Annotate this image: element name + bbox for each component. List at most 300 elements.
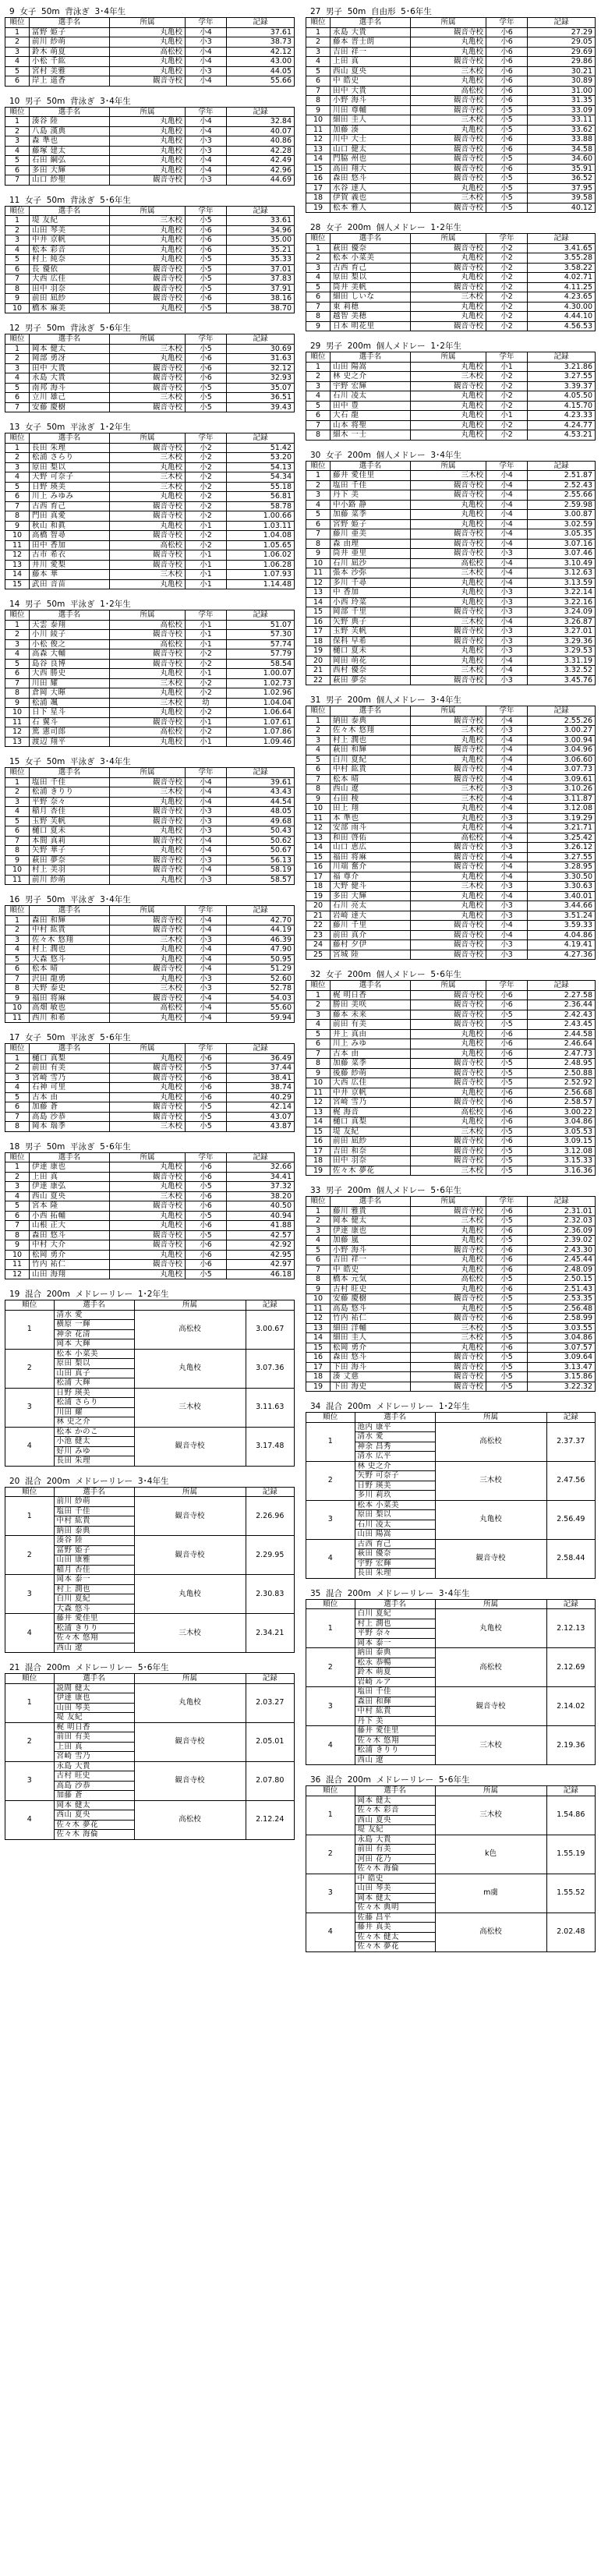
team-cell: 観音寺校 [110,807,186,817]
team-cell: 観音寺校 [110,1201,186,1212]
grade-cell: 小4 [486,774,528,784]
rank-cell: 4 [306,273,331,283]
rank-cell: 12 [306,578,331,588]
record-cell: 2.48.09 [528,1265,596,1275]
swimmer-name: 藤川 亜美 [331,529,411,540]
swimmer-name: 沢田 龍勇 [30,974,110,984]
record-cell: 3.02.59 [528,519,596,529]
swimmer-name: 宮村 美雅 [30,66,110,76]
record-cell: 29.86 [528,57,596,67]
record-cell: 29.69 [528,47,596,57]
rank-cell: 4 [5,1191,30,1201]
rank-cell: 17 [306,1146,331,1156]
team-cell: 観音寺校 [411,480,486,490]
team-cell: 観音寺校 [110,511,186,522]
record-cell: 4.04.86 [528,930,596,940]
grade-cell: 小5 [186,1112,227,1122]
grade-cell: 小6 [486,1029,528,1039]
swimmer-name: 湊 丈慈 [331,1372,411,1382]
record-cell: 33.09 [528,105,596,115]
swimmer-name: 細田 圭人 [331,115,411,126]
event-title: 16 男子 50m 平泳ぎ 3･4年生 [9,895,131,904]
grade-cell: 小4 [186,797,227,807]
rank-cell: 10 [306,804,331,814]
grade-cell: 小6 [486,47,528,57]
grade-cell: 小4 [186,865,227,876]
rank-cell: 13 [5,737,30,747]
team-cell: 観音寺校 [134,1497,246,1536]
grade-cell: 小5 [186,1182,227,1192]
swimmer-name: 藤川 雅貴 [331,1206,411,1216]
team-cell: 観音寺校 [411,852,486,862]
table-row [5,1427,295,1437]
grade-cell: 小2 [186,443,227,453]
swimmer-name: 藤本 未来 [331,1010,411,1020]
column-header: 順位 [5,334,30,345]
record-cell: 44.05 [227,66,295,76]
swimmer-name: 加藤 嵐 [331,1236,411,1246]
column-header: 順位 [5,610,30,621]
team-cell: 丸亀校 [411,813,486,823]
team-cell: 観音寺校 [411,144,486,154]
record-cell: 54.13 [227,462,295,472]
record-cell: 40.07 [227,126,295,136]
swimmer-name: 中村 紘貴 [30,925,110,936]
swimmer-name: 石川 亮太 [331,901,411,911]
team-cell: 観音寺校 [134,1761,246,1800]
record-cell: 42.97 [227,1260,295,1270]
record-cell: 40.12 [528,203,596,213]
swimmer-name: 前田 有美 [30,1063,110,1074]
grade-cell: 小6 [486,1107,528,1117]
rank-cell: 10 [5,708,30,718]
record-cell: 33.61 [227,216,295,226]
swimmer-name: 村上 潤也 [355,1619,435,1629]
table-row [5,1388,295,1398]
grade-cell: 小3 [486,882,528,892]
swimmer-name: 藤村 夕伊 [331,940,411,950]
record-cell: 2.32.03 [528,1216,596,1226]
swimmer-name: 秋山 和眞 [30,521,110,531]
table-row [306,401,596,411]
team-cell: 観音寺校 [110,993,186,1003]
team-cell: 丸亀校 [110,126,186,136]
table-row [306,1146,596,1156]
team-cell: 観音寺校 [411,27,486,37]
table-row [5,579,295,589]
team-cell: 観音寺校 [411,716,486,726]
team-cell: 観音寺校 [411,174,486,184]
record-cell: 3.16.36 [528,1166,596,1176]
table-row [306,1059,596,1069]
swimmer-name: 橋本 元気 [331,1275,411,1285]
table-row [306,1609,596,1619]
grade-cell: 小2 [486,243,528,253]
rank-cell: 16 [306,862,331,872]
team-cell: 丸亀校 [110,66,186,76]
record-cell: 42.70 [227,915,295,925]
table-row [5,688,295,699]
table-row [5,1800,295,1810]
grade-cell: 小4 [186,836,227,846]
grade-cell: 小1 [186,550,227,561]
table-row [5,126,295,136]
record-cell: 3.07.73 [528,765,596,775]
record-cell: 3.07.46 [528,549,596,559]
swimmer-name: 納田 泰典 [54,1526,134,1536]
rank-cell: 2 [306,480,331,490]
swimmer-name: 竹内 祐仁 [30,1260,110,1270]
record-cell: 31.63 [227,354,295,364]
rank-cell: 1 [306,1609,355,1648]
rank-cell: 8 [306,430,331,441]
grade-cell: 小4 [486,755,528,765]
event-title: 18 男子 50m 平泳ぎ 5･6年生 [9,1141,131,1152]
swimmer-name: 佐々木 夢花 [331,1166,411,1176]
rank-cell: 3 [306,381,331,391]
column-header: 所属 [411,352,486,363]
rank-cell: 1 [306,471,331,481]
results-table [306,1785,596,1952]
team-cell: 丸亀校 [411,1265,486,1275]
team-cell: 観音寺校 [411,154,486,165]
team-cell: 観音寺校 [110,1112,186,1122]
rank-cell: 4 [306,1913,355,1951]
grade-cell: 小6 [486,1000,528,1010]
team-cell: 高松校 [435,1422,546,1461]
swimmer-name: 佐々木 夢花 [355,1942,435,1952]
rank-cell: 11 [306,568,331,579]
rank-cell: 25 [306,950,331,960]
swimmer-name: 大西 広佳 [331,1078,411,1088]
swimmer-name: 萩田 優奈 [331,243,411,253]
record-cell: 2.12.69 [546,1648,596,1687]
swimmer-name: 塩田 千佳 [30,777,110,787]
rank-cell: 5 [306,282,331,292]
table-row [306,391,596,402]
grade-cell: 小1 [186,737,227,747]
column-header: 順位 [5,18,30,28]
event-title: 9 女子 50m 背泳ぎ 3･4年生 [9,7,126,16]
table-row [306,784,596,794]
rank-cell: 17 [306,1362,331,1372]
record-cell: 3.29.53 [528,646,596,656]
table-row [5,915,295,925]
record-cell: 44.54 [227,797,295,807]
results-table [5,107,295,186]
team-cell: 丸亀校 [411,273,486,283]
swimmer-name: 森田 悠斗 [331,174,411,184]
team-cell: 高松校 [110,639,186,649]
left-column [5,6,295,1849]
rank-cell: 7 [5,678,30,688]
grade-cell: 小4 [486,656,528,666]
event-title: 28 女子 200m 個人メドレー 1･2年生 [310,223,461,232]
grade-cell: 小6 [486,164,528,174]
record-cell: 3.10.49 [528,558,596,568]
column-header: 選手名 [331,352,411,363]
table-row [306,646,596,656]
grade-cell: 小2 [486,391,528,402]
grade-cell: 小6 [186,1250,227,1260]
swimmer-name: 藤井 愛佳里 [54,1614,134,1624]
record-cell: 4.56.53 [528,321,596,331]
swimmer-name: 松岡 勇介 [331,1343,411,1353]
table-row [306,37,596,48]
rank-cell: 1 [306,243,331,253]
team-cell: 丸亀校 [411,312,486,322]
rank-cell: 11 [306,125,331,135]
team-cell: 丸亀校 [411,578,486,588]
record-cell: 2.30.83 [246,1575,295,1614]
rank-cell: 3 [5,462,30,472]
swimmer-name: 山口 紗聖 [30,175,110,186]
team-cell: 三木校 [110,482,186,492]
results-table [5,610,295,747]
record-cell: 3.03.55 [528,1323,596,1333]
rank-cell: 6 [306,1255,331,1265]
team-cell: 丸亀校 [110,1269,186,1279]
table-row [306,105,596,115]
swimmer-name: 佐々木 悠翔 [355,1736,435,1746]
record-cell: 2.34.21 [246,1614,295,1653]
event-block [5,96,295,186]
record-cell: 3.00.27 [528,726,596,736]
swimmer-name: 吉田 祥一 [331,1255,411,1265]
column-header: 学年 [186,334,227,345]
swimmer-name: 天野 泰史 [30,984,110,994]
table-row [5,264,295,274]
team-cell: 三木校 [110,984,186,994]
grade-cell: 小5 [186,402,227,412]
swimmer-name: 西山 遼 [355,1755,435,1765]
rank-cell: 7 [306,86,331,96]
swimmer-name: 川田 耀 [30,678,110,688]
grade-cell: 小6 [486,1117,528,1127]
grade-cell: 小4 [486,804,528,814]
team-cell: 観音寺校 [411,1372,486,1382]
swimmer-name: 後藤 紗萌 [331,1068,411,1078]
team-cell: 三木校 [435,1461,546,1500]
rank-cell: 5 [5,66,30,76]
rank-cell: 7 [306,302,331,312]
swimmer-name: 松本 彩音 [30,245,110,255]
table-row [5,1102,295,1113]
swimmer-name: 永島 大貴 [30,373,110,384]
record-cell: 1.04.04 [227,698,295,708]
swimmer-name: 本間 真莉 [30,836,110,846]
rank-cell: 1 [5,1310,55,1349]
swimmer-name: 井上 真由 [331,1029,411,1039]
header-row [306,234,596,244]
record-cell: 52.60 [227,974,295,984]
rank-cell: 7 [5,274,30,285]
rank-cell: 19 [306,203,331,213]
table-row [306,774,596,784]
table-row [306,372,596,382]
record-cell: 40.94 [227,1211,295,1221]
team-cell: 観音寺校 [411,1353,486,1363]
swimmer-name: 村上 潤也 [54,1584,134,1594]
team-cell: 丸亀校 [435,1500,546,1539]
swimmer-name: 白川 夏紀 [355,1609,435,1619]
swimmer-name: 高森 大輔 [30,649,110,660]
column-header: 記録 [227,334,295,345]
swimmer-name: 田中 羽奈 [30,284,110,294]
team-cell: 丸亀校 [411,302,486,312]
grade-cell: 小3 [186,855,227,865]
record-cell: 4.19.41 [528,940,596,950]
rank-cell: 2 [306,1835,355,1874]
event-block [5,323,295,412]
team-cell: 丸亀校 [110,846,186,856]
column-header: 学年 [186,610,227,621]
rank-cell: 13 [306,588,331,598]
event-block [306,1775,596,1952]
swimmer-name: 白川 夏紀 [54,1594,134,1605]
grade-cell: 小3 [486,911,528,921]
team-cell: k色 [435,1835,546,1874]
swimmer-name: 松本 晴 [30,964,110,975]
swimmer-name: 中 皓史 [331,76,411,87]
swimmer-name: 宮城 陸 [331,950,411,960]
rank-cell: 4 [306,57,331,67]
swimmer-name: 樋口 真梨 [331,1117,411,1127]
column-header: 所属 [411,706,486,717]
swimmer-name: 松本 晴 [331,774,411,784]
swimmer-name: 橋本 麻美 [30,303,110,313]
swimmer-name: 森田 和輝 [355,1697,435,1707]
swimmer-name: 日野 瑛美 [30,482,110,492]
column-header: 順位 [306,706,331,717]
team-cell: 丸亀校 [110,688,186,699]
rank-cell: 7 [5,1221,30,1231]
team-cell: 観音寺校 [411,321,486,331]
column-header: 順位 [5,1487,55,1497]
table-row [5,1536,295,1546]
rank-cell: 5 [5,482,30,492]
record-cell: 42.49 [227,156,295,166]
rank-cell: 5 [306,1245,331,1255]
team-cell: 高松校 [110,47,186,57]
record-cell: 2.58.99 [528,1314,596,1324]
record-cell: 3.00.94 [528,735,596,745]
team-cell: 丸亀校 [411,755,486,765]
rank-cell: 4 [5,373,30,384]
record-cell: 3.11.87 [528,794,596,804]
record-cell: 3.05.53 [528,1127,596,1137]
swimmer-name: 多田 大輝 [331,891,411,901]
grade-cell: 小5 [186,255,227,265]
swimmer-name: 佐々木 典明 [355,1903,435,1913]
table-row [306,430,596,441]
record-cell: 38.16 [227,294,295,304]
team-cell: 三木校 [110,678,186,688]
rank-cell: 9 [5,1240,30,1251]
swimmer-name: 堤 友紀 [331,1127,411,1137]
record-cell: 2.53.35 [528,1294,596,1304]
record-cell: 48.05 [227,807,295,817]
swimmer-name: 藤井 愛佳里 [331,471,411,481]
swimmer-name: 筒井 美帆 [331,282,411,292]
rank-cell: 9 [306,105,331,115]
column-header: 所属 [411,234,486,244]
team-cell: 丸亀校 [411,1343,486,1353]
table-row [5,521,295,531]
header-row [5,206,295,216]
rank-cell: 1 [306,716,331,726]
table-row [306,1314,596,1324]
record-cell: 2.48.95 [528,1059,596,1069]
swimmer-name: 玉野 芙帆 [30,816,110,826]
grade-cell: 小5 [486,1156,528,1166]
grade-cell: 小4 [486,823,528,833]
header-row [5,1152,295,1162]
rank-cell: 3 [5,1388,55,1427]
team-cell: 観音寺校 [411,990,486,1000]
rank-cell: 16 [306,617,331,627]
rank-cell: 17 [306,183,331,193]
table-row [306,891,596,901]
table-row [5,1761,295,1771]
record-cell: 2.52.92 [528,1078,596,1088]
grade-cell: 小4 [486,558,528,568]
swimmer-name: 原田 梨以 [355,1510,435,1520]
swimmer-name: 田中 大貴 [30,363,110,373]
table-row [5,993,295,1003]
swimmer-name: 高島 沙恭 [54,1781,134,1791]
record-cell: 30.69 [227,344,295,354]
swimmer-name: 森 準也 [30,136,110,147]
team-cell: 観音寺校 [411,1245,486,1255]
grade-cell: 小6 [486,1206,528,1216]
grade-cell: 小5 [486,1372,528,1382]
record-cell: 40.29 [227,1092,295,1102]
column-header: 学年 [186,18,227,28]
rank-cell: 4 [5,1427,55,1466]
swimmer-name: 清水 広平 [355,1452,435,1462]
grade-cell: 小4 [486,529,528,540]
swimmer-name: 河田 花乃 [355,1854,435,1864]
rank-cell: 9 [306,549,331,559]
record-cell: 3.39.37 [528,381,596,391]
swimmer-name: 島谷 良博 [30,659,110,669]
team-cell: 丸亀校 [110,225,186,235]
team-cell: 丸亀校 [411,901,486,911]
team-cell: 丸亀校 [411,911,486,921]
swimmer-name: 松本 小菜美 [355,1500,435,1510]
event-title: 36 混合 200m メドレーリレー 5･6年生 [310,1775,470,1785]
grade-cell: 小2 [186,501,227,511]
results-table [306,706,596,960]
rank-cell: 8 [306,96,331,106]
record-cell: 4.27.36 [528,950,596,960]
rank-cell: 5 [5,255,30,265]
rank-cell: 3 [5,1575,55,1614]
record-cell: 1.06.02 [227,550,295,561]
record-cell: 31.35 [528,96,596,106]
grade-cell: 小6 [186,373,227,384]
team-cell: 観音寺校 [435,1687,546,1726]
rank-cell: 8 [5,1230,30,1240]
rank-cell: 21 [306,666,331,676]
swimmer-name: 前田 有美 [355,1845,435,1855]
team-cell: 観音寺校 [435,1539,546,1578]
table-row [306,901,596,911]
table-row [306,823,596,833]
table-row [5,777,295,787]
grade-cell: 小6 [486,1314,528,1324]
